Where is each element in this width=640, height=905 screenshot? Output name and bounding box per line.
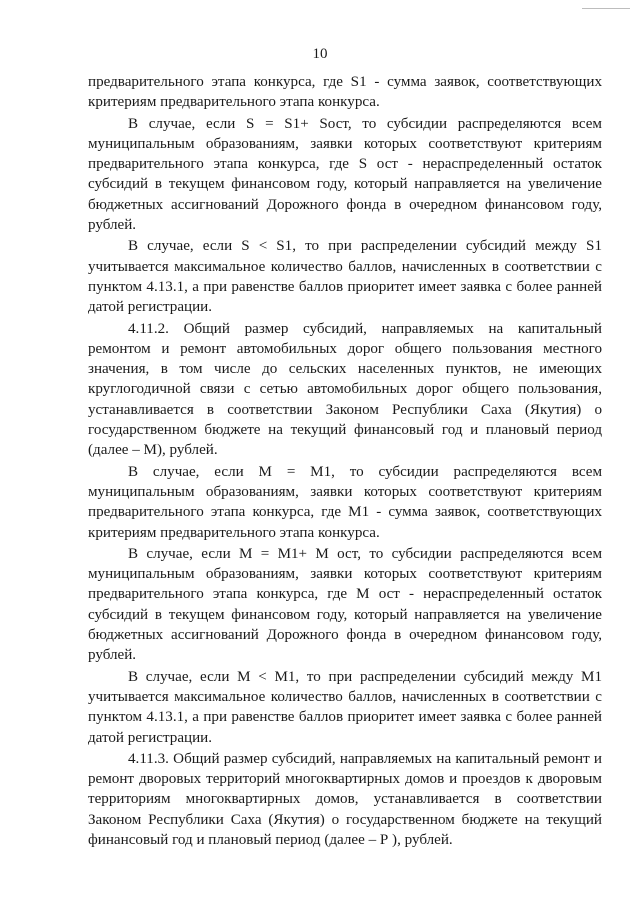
paragraph-4-11-2: 4.11.2. Общий размер субсидий, направляемых на капитальный ремонтом и ремонт автомобильных дорог общего пользования местного значения, в том числе до сельских населенных пунктов, не имеющих круглогодичной связи с сетью автомобильных дорог общего пользования, устанавливается в соответствии Законом Республики Саха (Якутия) о государственном бюджете на текущий финансовый год и плановый период (далее – М), рублей.	[88, 320, 602, 459]
paragraph-m-remainder: В случае, если М = М1+ М ост, то субсидии распределяются всем муниципальным образованиям, заявки которых соответствуют критериям предварительного этапа конкурса, где М ост - нераспределенный остаток субсидий в текущем финансовом году, который направляется на увеличение бюджетных ассигнований Дорожного фонда в очередном финансовом году, рублей.	[88, 545, 602, 664]
paragraph-m-equal: В случае, если М = М1, то субсидии распределяются всем муниципальным образованиям, заявки которых соответствуют критериям предварительного этапа конкурса, где М1 - сумма заявок, соответствующих критериям предварительного этапа конкурса.	[88, 463, 602, 541]
document-body	[88, 72, 602, 850]
page-number: 10	[312, 46, 328, 62]
scan-corner-mark	[582, 8, 630, 9]
paragraph-continuation: предварительного этапа конкурса, где S1 - сумма заявок, соответствующих критериям предварительного этапа конкурса.	[88, 74, 602, 111]
paragraph-s-less: В случае, если S < S1, то при распределении субсидий между S1 учитывается максимальное количество баллов, начисленных в соответствии с пунктом 4.13.1, а при равенстве баллов приоритет имеет заявка с более ранней датой регистрации.	[88, 238, 602, 316]
paragraph-4-11-3: 4.11.3. Общий размер субсидий, направляемых на капитальный ремонт и ремонт дворовых территорий многоквартирных домов и проездов к дворовым территориям многоквартирных домов, устанавливается в соответствии Законом Республики Саха (Якутия) о государственном бюджете на текущий финансовый год и плановый период (далее – Р ), рублей.	[88, 750, 602, 848]
paragraph-s-remainder: В случае, если S = S1+ Sост, то субсидии распределяются всем муниципальным образованиям, заявки которых соответствуют критериям предварительного этапа конкурса, где S ост - нераспределенный остаток субсидий в текущем финансовом году, который направляется на увеличение бюджетных ассигнований Дорожного фонда в очередном финансовом году, рублей.	[88, 115, 602, 234]
paragraph-m-less: В случае, если М < М1, то при распределении субсидий между М1 учитывается максимальное количество баллов, начисленных в соответствии с пунктом 4.13.1, а при равенстве баллов приоритет имеет заявка с более ранней датой регистрации.	[88, 668, 602, 746]
